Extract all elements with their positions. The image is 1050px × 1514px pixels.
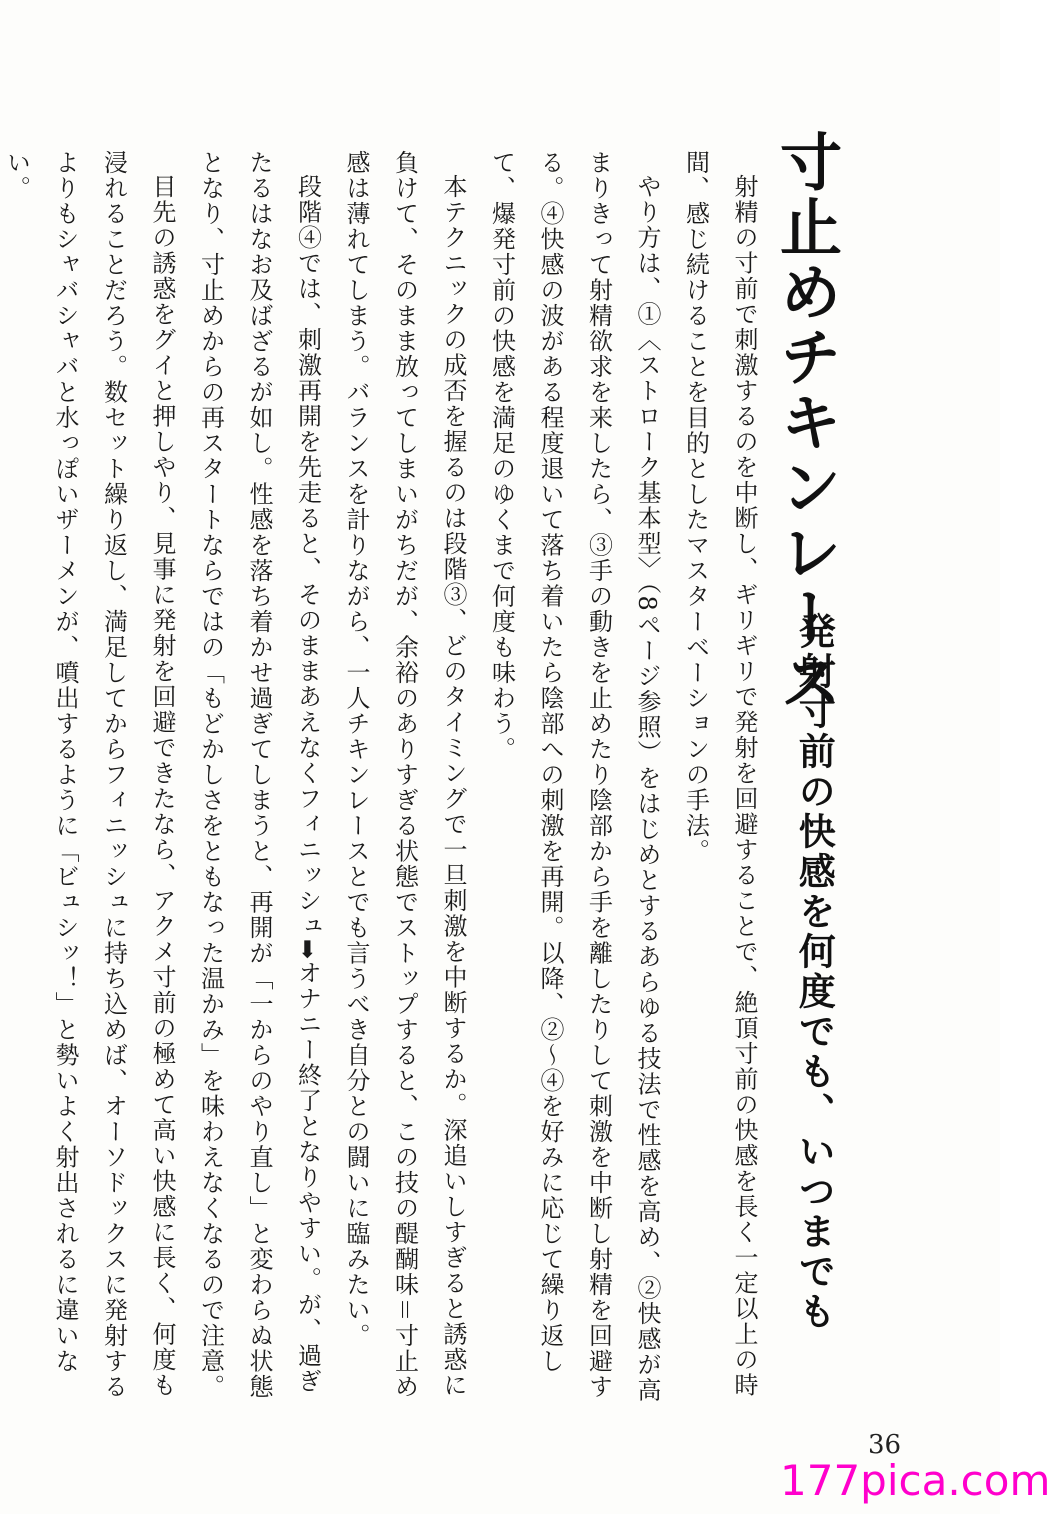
body-text — [2, 150, 768, 1410]
paragraph-result: 目先の誘惑をグイと押しやり、見事に発射を回避できたなら、アクメ寸前の極めて高い快感に長く、何度も浸れることだろう。数セット繰り返し、満足してからフィニッシュに持ち込めば、オーソドックスに発射するよりもシャバシャバと水っぽいザーメンが、噴出するように「ビュシッ！」と勢いよく射出されるに違いない。 — [2, 150, 176, 1400]
paragraph-intro: 射精の寸前で刺激するのを中断し、ギリギリで発射を回避することで、絶頂寸前の快感を長く一定以上の時間、感じ続けることを目的としたマスターベーションの手法。 — [681, 150, 758, 1398]
paragraph-key-point: 本テクニックの成否を握るのは段階③、どのタイミングで一旦刺激を中断するか。深追いしすぎると誘惑に負けて、そのまま放ってしまいがちだが、余裕のありすぎる状態でストップすると、この技の醍醐味＝寸止め感は薄れてしまう。バランスを計りながら、一人チキンレースとでも言うべき自分との闘いに臨みたい。 — [342, 150, 467, 1400]
paragraph-method: やり方は、①〈ストローク基本型〉（8ページ参照）をはじめとするあらゆる技法で性感を高め、②快感が高まりきって射精欲求を来したら、③手の動きを止めたり陰部から手を離したりして刺激を中断し射精を回避する。④快感の波がある程度退いて落ち着いたら陰部への刺激を再開。以降、②〜④を好みに応じて繰り返して、爆発寸前の快感を満足のゆくまで何度も味わう。 — [487, 150, 661, 1403]
page-number: 36 — [868, 1430, 902, 1460]
section-subtitle: 発射寸前の快感を何度でも、いつまでも — [792, 612, 836, 1332]
site-watermark: 177pica.com — [780, 1456, 1050, 1505]
section-title: 寸止めチキンレース — [769, 130, 843, 715]
paragraph-caution: 段階④では、刺激再開を先走ると、そのままあえなくフィニッシュ➡オナニー終了となりやすい。が、過ぎたるはなお及ばざるが如し。性感を落ち着かせ過ぎてしまうと、再開が「一からのやり直し」と変わらぬ状態となり、寸止めからの再スタートならではの「もどかしさをともなった温かみ」を味わえなくなるので注意。 — [196, 150, 322, 1400]
